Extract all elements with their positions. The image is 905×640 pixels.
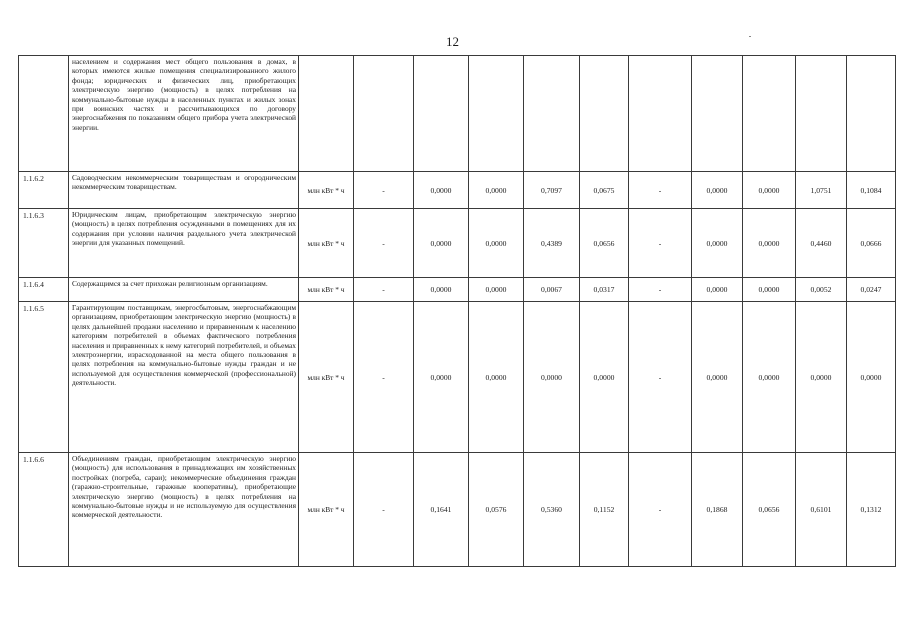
row-code: 1.1.6.6 [19, 453, 69, 567]
row-description: населением и содержания мест общего пользования в домах, в которых имеются жилые помещения специализированного жилого фонда; юридических и физических лиц, приобретающих электрическую энергию (мощность) в целях потребления на коммунально-бытовые нужды в населенных пунктах и жилых зонах при воинских частях и рассчитывающихся по договору энергоснабжения по показаниям общего прибора учета электрической энергии. [69, 56, 299, 172]
row-value: 0,4389 [524, 209, 580, 278]
row-value: 0,0000 [580, 302, 629, 453]
row-code: 1.1.6.4 [19, 278, 69, 302]
row-value [692, 56, 743, 172]
row-value: 0,1868 [692, 453, 743, 567]
tariff-balance-table [18, 55, 896, 567]
row-value: 0,0576 [469, 453, 524, 567]
row-value: 0,0000 [469, 209, 524, 278]
row-value: 0,5360 [524, 453, 580, 567]
row-value: 0,0000 [743, 278, 796, 302]
row-value: 0,1641 [414, 453, 469, 567]
row-value [469, 56, 524, 172]
row-value: 0,1152 [580, 453, 629, 567]
row-value [796, 56, 847, 172]
table-row [19, 172, 896, 209]
row-value: 0,0067 [524, 278, 580, 302]
row-description: Объединениям граждан, приобретающим электрическую энергию (мощность) для использования в принадлежащих им хозяйственных постройках (погреба, сараи); некоммерческие объединения граждан (гаражно-строительные, гаражные кооперативы), приобретающие электрическую энергию (мощность) в целях потребления на коммунально-бытовые нужды и не используемую для осуществления коммерческой деятельности. [69, 453, 299, 567]
row-value: 0,0000 [743, 172, 796, 209]
row-value: 0,1084 [847, 172, 896, 209]
row-unit: млн кВт * ч [299, 278, 354, 302]
row-value: 0,0656 [580, 209, 629, 278]
row-value: 0,0000 [414, 172, 469, 209]
row-value: 0,0000 [692, 302, 743, 453]
row-value: - [354, 172, 414, 209]
row-value: 0,0000 [469, 302, 524, 453]
row-value: 0,0666 [847, 209, 896, 278]
row-value: 0,0000 [743, 209, 796, 278]
row-value: 0,0052 [796, 278, 847, 302]
row-value [354, 56, 414, 172]
row-value: 0,7097 [524, 172, 580, 209]
row-description: Гарантирующим поставщикам, энергосбытовым, энергоснабжающим организациям, приобретающим электрическую энергию (мощность) в целях дальнейшей продажи населению и приравненным к населению категориям потребителей в объемах фактического потребления населения и приравненных к нему категорий потребителей, и объемах электроэнергии, израсходованной на места общего пользования в целях потребления на коммунально-бытовые нужды граждан и не используемой для осуществления коммерческой (профессиональной) деятельности. [69, 302, 299, 453]
row-unit: млн кВт * ч [299, 302, 354, 453]
row-value: 0,0000 [692, 172, 743, 209]
table-row [19, 453, 896, 567]
row-value: 0,6101 [796, 453, 847, 567]
row-value: 0,0000 [524, 302, 580, 453]
row-unit: млн кВт * ч [299, 453, 354, 567]
row-unit: млн кВт * ч [299, 209, 354, 278]
row-value [629, 56, 692, 172]
row-value: 0,0000 [469, 172, 524, 209]
row-value [580, 56, 629, 172]
row-code: 1.1.6.5 [19, 302, 69, 453]
row-description: Содержащимся за счет прихожан религиозным организациям. [69, 278, 299, 302]
page-number: 12 [446, 34, 459, 49]
scan-speck [749, 36, 751, 37]
row-value [524, 56, 580, 172]
row-code: 1.1.6.3 [19, 209, 69, 278]
row-value: - [354, 278, 414, 302]
row-value: 0,0000 [796, 302, 847, 453]
row-value: - [354, 302, 414, 453]
row-unit: млн кВт * ч [299, 172, 354, 209]
row-value: - [629, 172, 692, 209]
table-row [19, 56, 896, 172]
row-description: Юридическим лицам, приобретающим электрическую энергию (мощность) в целях потребления осужденными в помещениях для их содержания при условии наличия раздельного учета электрической энергии для указанных помещений. [69, 209, 299, 278]
row-value: - [629, 453, 692, 567]
row-value: 0,0000 [692, 278, 743, 302]
row-unit [299, 56, 354, 172]
row-value: 0,0247 [847, 278, 896, 302]
table-row [19, 302, 896, 453]
row-value: - [629, 278, 692, 302]
row-value: 0,0000 [414, 302, 469, 453]
row-value [743, 56, 796, 172]
table-row [19, 209, 896, 278]
row-value: 0,0656 [743, 453, 796, 567]
row-value: - [629, 209, 692, 278]
row-value: - [354, 209, 414, 278]
row-code: 1.1.6.2 [19, 172, 69, 209]
row-value: - [629, 302, 692, 453]
row-value: 0,1312 [847, 453, 896, 567]
row-value: 1,0751 [796, 172, 847, 209]
row-value: 0,0675 [580, 172, 629, 209]
row-value [414, 56, 469, 172]
row-value: 0,4460 [796, 209, 847, 278]
row-description: Садоводческим некоммерческим товариществам и огородническим некоммерческим товариществам. [69, 172, 299, 209]
row-value: 0,0000 [469, 278, 524, 302]
row-value: - [354, 453, 414, 567]
table-row [19, 278, 896, 302]
row-value: 0,0000 [743, 302, 796, 453]
row-value: 0,0000 [692, 209, 743, 278]
row-value: 0,0000 [847, 302, 896, 453]
row-code [19, 56, 69, 172]
row-value: 0,0317 [580, 278, 629, 302]
row-value [847, 56, 896, 172]
row-value: 0,0000 [414, 278, 469, 302]
row-value: 0,0000 [414, 209, 469, 278]
